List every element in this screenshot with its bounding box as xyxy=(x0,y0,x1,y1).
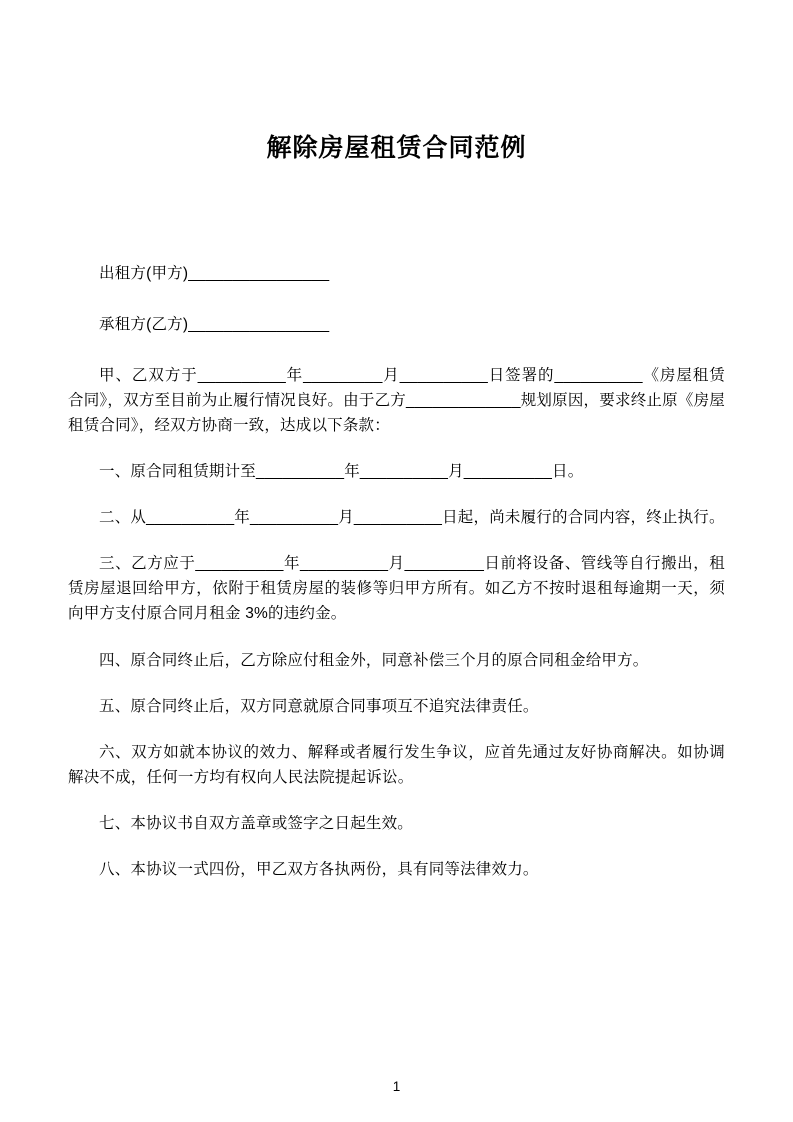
paragraph-clause-8: 八、本协议一式四份，甲乙双方各执两份，具有同等法律效力。 xyxy=(99,861,539,879)
paragraph-clause-2: 二、从__________年__________月__________日起，尚未履行的合同内容，终止执行。 xyxy=(99,509,725,527)
page-number: 1 xyxy=(392,1079,401,1094)
paragraph-clause-6: 六、双方如就本协议的效力、解释或者履行发生争议，应首先通过友好协商解决。如协调解决不成，任何一方均有权向人民法院提起诉讼。 xyxy=(68,743,725,786)
paragraph-clause-4: 四、原合同终止后，乙方除应付租金外，同意补偿三个月的原合同租金给甲方。 xyxy=(99,651,649,669)
document-body xyxy=(68,261,725,883)
party-lessor-line: 出租方(甲方)________________ xyxy=(99,264,330,282)
party-lessee-line: 承租方(乙方)________________ xyxy=(99,315,330,333)
paragraph-clause-5: 五、原合同终止后，双方同意就原合同事项互不追究法律责任。 xyxy=(99,697,539,715)
paragraph-preamble: 甲、乙双方于__________年_________月__________日签署的__________《房屋租赁合同》，双方至目前为止履行情况良好。由于乙方_____________规划原因，要求终止原《房屋租赁合同》，经双方协商一致，达成以下条款： xyxy=(68,366,725,434)
paragraph-clause-3: 三、乙方应于__________年__________月_________日前将设备、管线等自行搬出，租赁房屋退回给甲方，依附于租赁房屋的装修等归甲方所有。如乙方不按时退租每逾期一天，须向甲方支付原合同月租金 3%的违约金。 xyxy=(68,555,725,623)
paragraph-clause-7: 七、本协议书自双方盖章或签字之日起生效。 xyxy=(99,815,414,833)
paragraph-clause-1: 一、原合同租赁期计至__________年__________月__________日。 xyxy=(99,463,584,481)
page-title: 解除房屋租赁合同范例 xyxy=(266,134,527,162)
